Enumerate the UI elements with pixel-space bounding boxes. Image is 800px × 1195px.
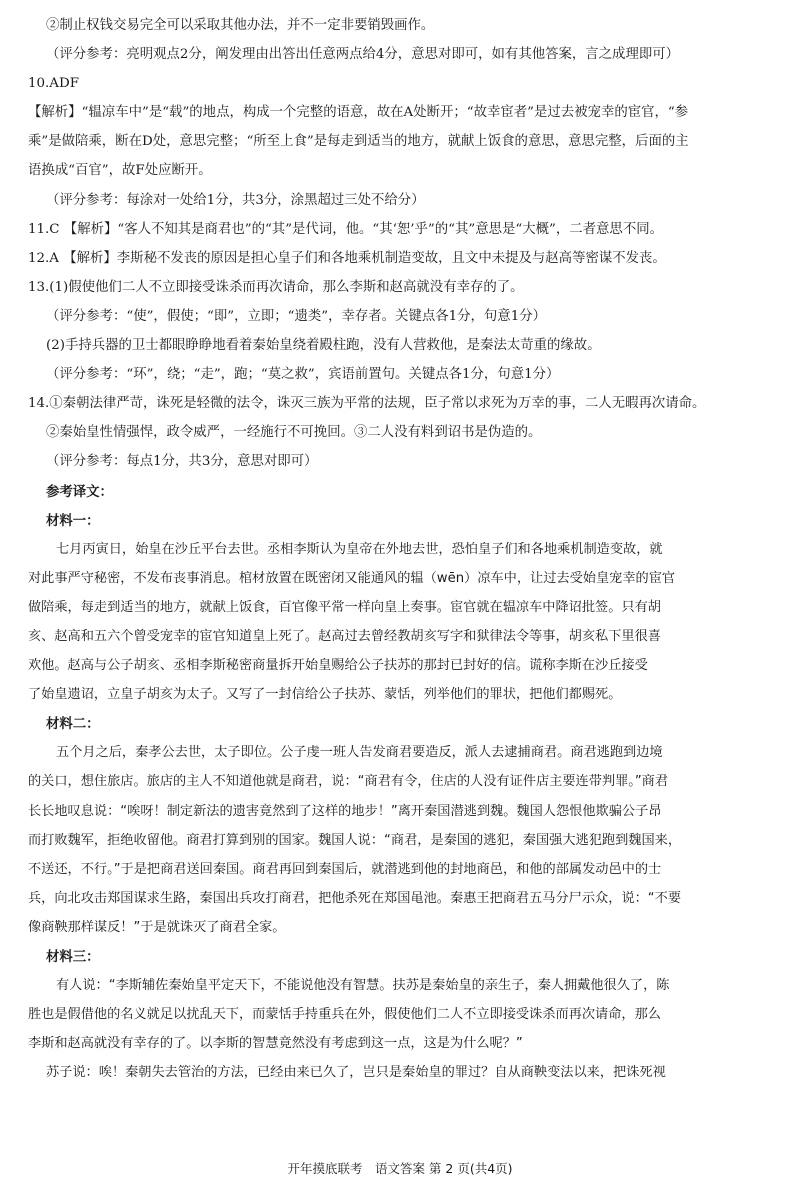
scoring-note: （评分参考：“使”，假使；“即”，立即；“遗类”，幸存者。关键点各1分，句意1分） <box>46 308 547 324</box>
page-footer: 开年摸底联考 语文答案 第 2 页(共4页) <box>287 1161 513 1176</box>
translation-line: 长长地叹息说：“唉呀！制定新法的遗害竟然到了这样的地步！”离开秦国潜逃到魏。魏国人怨恨他欺骗公子昂 <box>28 803 662 819</box>
translation-line: 像商鞅那样谋反！”于是就诛灭了商君全家。 <box>28 919 286 935</box>
translation-line: 亥、赵高和五六个曾受宠幸的宦官知道皇上死了。赵高过去曾经教胡亥写字和狱律法令等事，胡亥私下里很喜 <box>28 628 661 644</box>
translation-line: 对此事严守秘密，不发布丧事消息。棺材放置在既密闭又能通风的辒（wēn）凉车中，让过去受始皇宠幸的宦官 <box>28 570 676 586</box>
analysis-line: 乘”是做陪乘，断在D处，意思完整；“所至上食”是每走到适当的地方，就献上饭食的意思，意思完整，后面的主 <box>28 134 689 150</box>
material-heading: 材料二： <box>46 716 100 733</box>
scoring-note: （评分参考：亮明观点2分，阐发理由出答出任意两点给4分，意思对即可，如有其他答案，言之成理即可） <box>46 47 680 63</box>
translation-line: 不送还，不行。”于是把商君送回秦国。商君再回到秦国后，就潜逃到他的封地商邑，和他的部属发动邑中的士 <box>28 861 662 877</box>
answer-line: ②秦始皇性情强悍，政令威严，一经施行不可挽回。③二人没有料到诏书是伪造的。 <box>46 425 542 441</box>
translation-line: 而打败魏军，拒绝收留他。商君打算到别的国家。魏国人说：“商君，是秦国的逃犯，秦国强大逃犯跑到魏国来， <box>28 832 682 848</box>
translation-line: 了始皇遗诏，立皇子胡亥为太子。又写了一封信给公子扶苏、蒙恬，列举他们的罪状，把他们都赐死。 <box>28 687 622 703</box>
question-13-answer: 13.(1)假使他们二人不立即接受诛杀而再次请命，那么李斯和赵高就没有幸存的了。 <box>28 279 524 295</box>
translation-line: 李斯和赵高就没有幸存的了。以李斯的智慧竟然没有考虑到这一点，这是为什么呢？” <box>28 1036 523 1052</box>
answer-line: (2)手持兵器的卫士都眼睁睁地看着秦始皇绕着殿柱跑，没有人营救他，是秦法太苛重的缘故。 <box>46 338 601 354</box>
section-heading: 参考译文： <box>46 483 113 500</box>
question-14-answer: 14.①秦朝法律严苛，诛死是轻微的法令，诛灭三族为平常的法规，臣子常以求死为万幸的事，二人无暇再次请命。 <box>28 396 706 412</box>
translation-line: 有人说：“李斯辅佐秦始皇平定天下，不能说他没有智慧。扶苏是秦始皇的亲生子，秦人拥戴他很久了，陈 <box>56 978 670 994</box>
analysis-line: 【解析】“辒凉车中”是“载”的地点，构成一个完整的语意，故在A处断开；“故幸宦者”是过去被宠幸的宦官，“参 <box>28 105 689 121</box>
translation-line: 胜也是假借他的名义就足以扰乱天下，而蒙恬手持重兵在外，假使他们二人不立即接受诛杀而再次请命，那么 <box>28 1007 661 1023</box>
scoring-note: （评分参考：“环”，绕；“走”，跑；“莫之救”，宾语前置句。关键点各1分，句意1分） <box>46 367 560 383</box>
translation-line: 苏子说：唉！秦朝失去管治的方法，已经由来已久了，岂只是秦始皇的罪过？自从商鞅变法以来，把诛死视 <box>46 1065 666 1081</box>
translation-line: 欢他。赵高与公子胡亥、丞相李斯秘密商量拆开始皇赐给公子扶苏的那封已封好的信。谎称李斯在沙丘接受 <box>28 658 648 674</box>
question-11-answer: 11.C 【解析】“客人不知其是商君也”的“其”是代词，他。“其‘恕’乎”的“其”意思是“大概”，二者意思不同。 <box>28 221 663 237</box>
translation-line: 兵，向北攻击郑国谋求生路，秦国出兵攻打商君，把他杀死在郑国黾池。秦惠王把商君五马分尸示众，说：“不要 <box>28 890 682 906</box>
question-12-answer: 12.A 【解析】李斯秘不发丧的原因是担心皇子们和各地乘机制造变故，且文中未提及与赵高等密谋不发丧。 <box>28 250 666 266</box>
translation-line: 五个月之后，秦孝公去世，太子即位。公子虔一班人告发商君要造反，派人去逮捕商君。商君逃跑到边境 <box>56 745 663 761</box>
scoring-note: （评分参考：每涂对一处给1分，共3分，涂黑超过三处不给分） <box>46 192 425 208</box>
translation-line: 做陪乘，每走到适当的地方，就献上饭食，百官像平常一样向皇上奏事。宦官就在辒凉车中降诏批签。只有胡 <box>28 599 661 615</box>
material-heading: 材料一： <box>46 512 100 529</box>
answer-line: ②制止权钱交易完全可以采取其他办法，并不一定非要销毁画作。 <box>46 18 435 33</box>
scoring-note: （评分参考：每点1分，共3分，意思对即可） <box>46 454 318 470</box>
translation-line: 七月丙寅日，始皇在沙丘平台去世。丞相李斯认为皇帝在外地去世，恐怕皇子们和各地乘机制造变故，就 <box>56 541 663 557</box>
material-heading: 材料三： <box>46 949 100 965</box>
question-10-answer: 10.ADF <box>28 76 79 92</box>
analysis-line: 语换成“百官”，故F处应断开。 <box>28 163 212 179</box>
translation-line: 的关口，想住旅店。旅店的主人不知道他就是商君，说：“商君有令，住店的人没有证件店主要连带判罪。”商君 <box>28 774 669 790</box>
